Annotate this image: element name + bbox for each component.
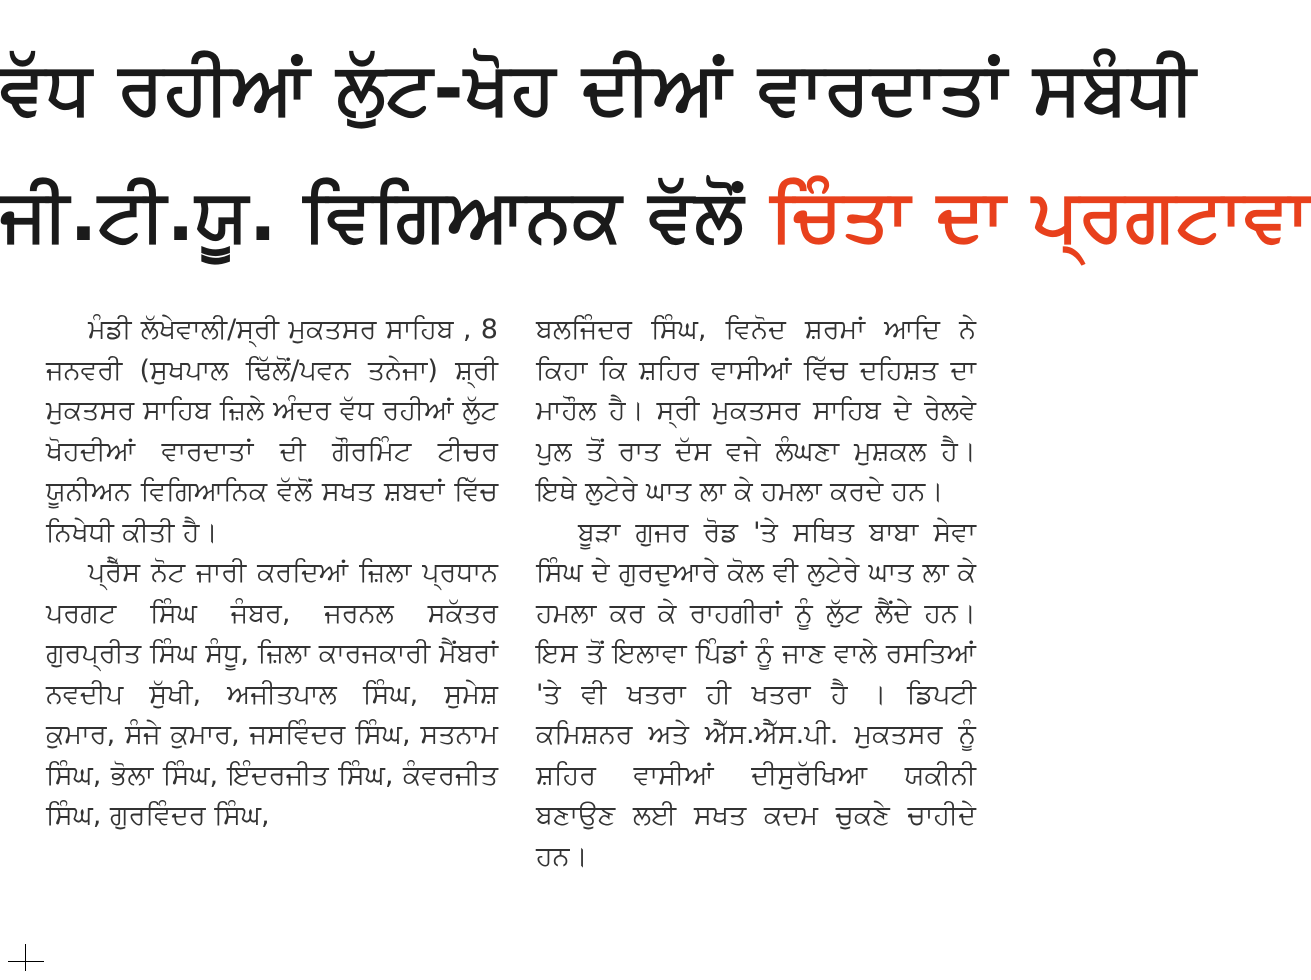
article-paragraph: ਮੰਡੀ ਲੱਖੇਵਾਲੀ/ਸ੍ਰੀ ਮੁਕਤਸਰ ਸਾਹਿਬ , 8 ਜਨਵਰੀ (ਸੁਖਪਾਲ ਢਿੱਲੋਂ/ਪਵਨ ਤਨੇਜਾ) ਸ਼੍ਰੀ ਮੁਕਤਸਰ ਸਾਹਿਬ ਜ਼ਿਲੇ ਅੰਦਰ ਵੱਧ ਰਹੀਆਂ ਲੁੱਟ ਖੋਹਦੀਆਂ ਵਾਰਦਾਤਾਂ ਦੀ ਗੌਰਮਿੰਟ ਟੀਚਰ ਯੂਨੀਅਨ ਵਿਗਿਆਨਿਕ ਵੱਲੋਂ ਸਖਤ ਸ਼ਬਦਾਂ ਵਿੱਚ ਨਿਖੇਧੀ ਕੀਤੀ ਹੈ। — [46, 314, 498, 548]
article-column-left — [46, 310, 498, 837]
headline-line-1: ਵੱਧ ਰਹੀਆਂ ਲੁੱਟ-ਖੋਹ ਦੀਆਂ ਵਾਰਦਾਤਾਂ ਸਬੰਧੀ — [0, 46, 1197, 130]
article-column-right — [536, 310, 976, 877]
article-paragraph: ਬਲਜਿੰਦਰ ਸਿੰਘ, ਵਿਨੋਦ ਸ਼ਰਮਾਂ ਆਦਿ ਨੇ ਕਿਹਾ ਕਿ ਸ਼ਹਿਰ ਵਾਸੀਆਂ ਵਿੱਚ ਦਹਿਸ਼ਤ ਦਾ ਮਾਹੌਲ ਹੈ। ਸ੍ਰੀ ਮੁਕਤਸਰ ਸਾਹਿਬ ਦੇ ਰੇਲਵੇ ਪੁਲ ਤੋਂ ਰਾਤ ਦੱਸ ਵਜੇ ਲੰਘਣਾ ਮੁਸ਼ਕਲ ਹੈ। ਇਥੇ ਲੁਟੇਰੇ ਘਾਤ ਲਾ ਕੇ ਹਮਲਾ ਕਰਦੇ ਹਨ। — [536, 314, 976, 507]
article-paragraph: ਪ੍ਰੈੱਸ ਨੋਟ ਜਾਰੀ ਕਰਦਿਆਂ ਜ਼ਿਲਾ ਪ੍ਰਧਾਨ ਪਰਗਟ ਸਿੰਘ ਜੰਬਰ, ਜਰਨਲ ਸਕੱਤਰ ਗੁਰਪ੍ਰੀਤ ਸਿੰਘ ਸੰਧੂ, ਜ਼ਿਲਾ ਕਾਰਜਕਾਰੀ ਮੈਂਬਰਾਂ ਨਵਦੀਪ ਸੁੱਖੀ, ਅਜੀਤਪਾਲ ਸਿੰਘ, ਸੁਮੇਸ਼ ਕੁਮਾਰ, ਸੰਜੇ ਕੁਮਾਰ, ਜਸਵਿੰਦਰ ਸਿੰਘ, ਸਤਨਾਮ ਸਿੰਘ, ਭੋਲਾ ਸਿੰਘ, ਇੰਦਰਜੀਤ ਸਿੰਘ, ਕੰਵਰਜੀਤ ਸਿੰਘ, ਗੁਰਵਿੰਦਰ ਸਿੰਘ, — [46, 557, 498, 831]
article-paragraph: ਬੂੜਾ ਗੁਜਰ ਰੋਡ 'ਤੇ ਸਥਿਤ ਬਾਬਾ ਸੇਵਾ ਸਿੰਘ ਦੇ ਗੁਰਦੁਆਰੇ ਕੋਲ ਵੀ ਲੁਟੇਰੇ ਘਾਤ ਲਾ ਕੇ ਹਮਲਾ ਕਰ ਕੇ ਰਾਹਗੀਰਾਂ ਨੂੰ ਲੁੱਟ ਲੈਂਦੇ ਹਨ।ਇਸ ਤੋਂ ਇਲਾਵਾ ਪਿੰਡਾਂ ਨੂੰ ਜਾਣ ਵਾਲੇ ਰਸਤਿਆਂ 'ਤੇ ਵੀ ਖਤਰਾ ਹੀ ਖਤਰਾ ਹੈ । ਡਿਪਟੀ ਕਮਿਸ਼ਨਰ ਅਤੇ ਐੱਸ.ਐੱਸ.ਪੀ. ਮੁਕਤਸਰ ਨੂੰ ਸ਼ਹਿਰ ਵਾਸੀਆਂ ਦੀਸੁਰੱਖਿਆ ਯਕੀਨੀ ਬਣਾਉਣ ਲਈ ਸਖਤ ਕਦਮ ਚੁਕਣੇ ਚਾਹੀਦੇ ਹਨ। — [536, 516, 976, 872]
crop-mark-icon — [8, 944, 44, 980]
headline-line-2-main: ਜੀ.ਟੀ.ਯੂ. ਵਿਗਿਆਨਕ ਵੱਲੋਂ — [0, 173, 745, 257]
headline-line-2 — [0, 160, 1311, 270]
headline-accent: ਚਿੰਤਾ ਦਾ ਪ੍ਰਗਟਾਵਾ — [770, 173, 1311, 257]
